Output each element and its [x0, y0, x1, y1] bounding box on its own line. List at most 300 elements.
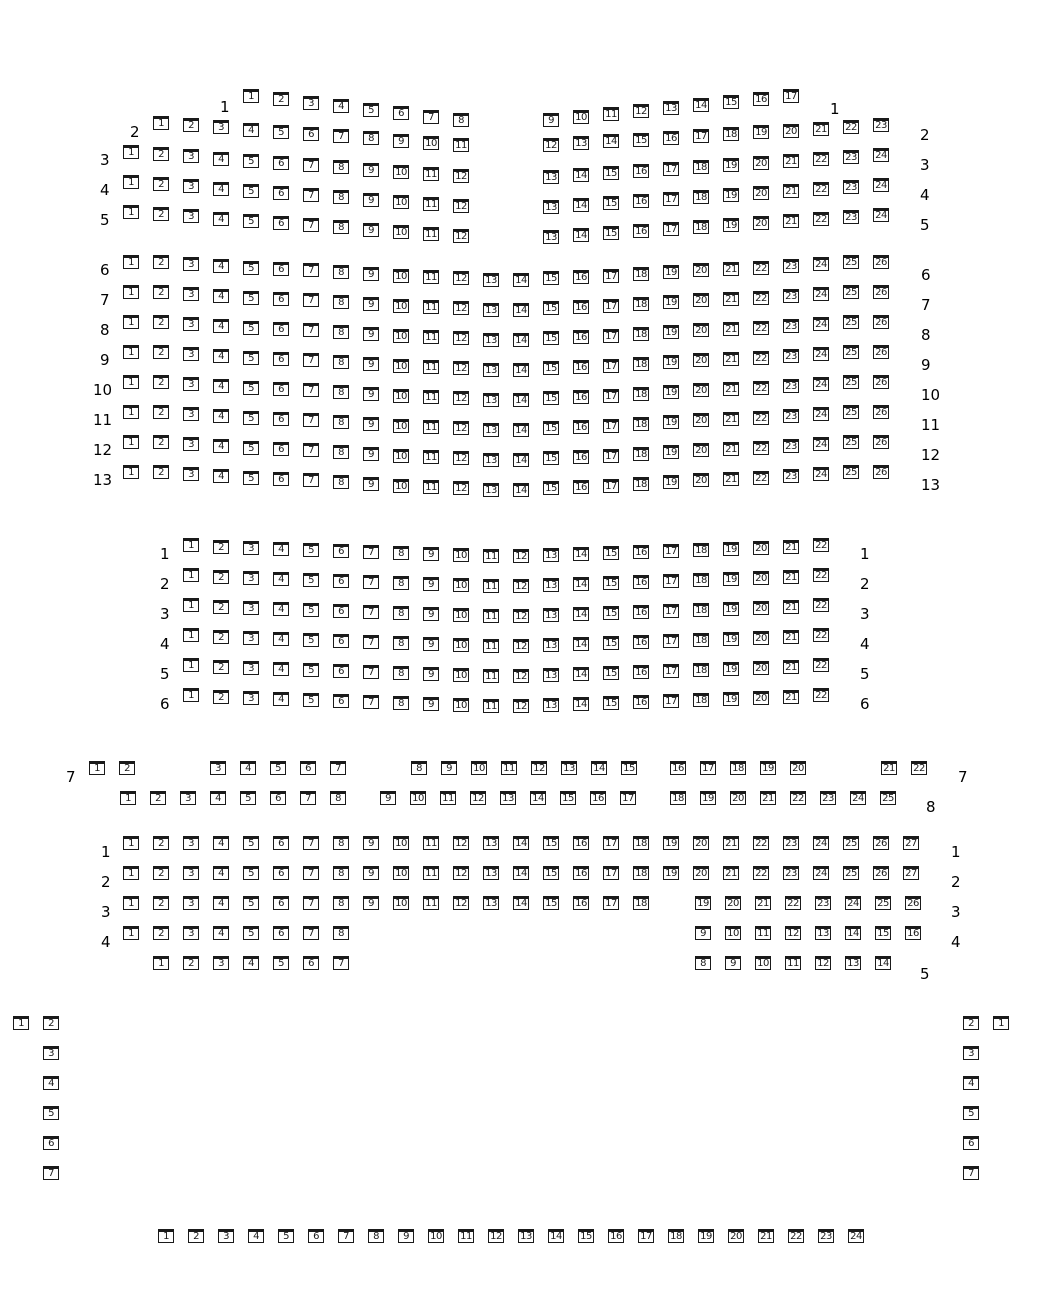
seat[interactable]: 10: [393, 836, 409, 850]
seat[interactable]: 25: [843, 345, 859, 359]
seat[interactable]: 22: [813, 658, 829, 672]
seat[interactable]: 17: [603, 419, 619, 433]
seat[interactable]: 8: [333, 475, 349, 489]
seat[interactable]: 21: [783, 214, 799, 228]
seat[interactable]: 16: [633, 545, 649, 559]
seat[interactable]: 21: [783, 154, 799, 168]
seat[interactable]: 3: [963, 1046, 979, 1060]
seat[interactable]: 18: [633, 477, 649, 491]
seat[interactable]: 16: [663, 131, 679, 145]
seat[interactable]: 10: [393, 419, 409, 433]
seat[interactable]: 3: [213, 120, 229, 134]
seat[interactable]: 9: [363, 447, 379, 461]
seat[interactable]: 1: [153, 956, 169, 970]
seat[interactable]: 4: [273, 602, 289, 616]
seat[interactable]: 8: [393, 606, 409, 620]
seat[interactable]: 9: [363, 163, 379, 177]
seat[interactable]: 11: [423, 300, 439, 314]
seat[interactable]: 13: [815, 926, 831, 940]
seat[interactable]: 2: [153, 255, 169, 269]
seat[interactable]: 19: [723, 662, 739, 676]
seat[interactable]: 18: [633, 447, 649, 461]
seat[interactable]: 2: [153, 836, 169, 850]
seat[interactable]: 15: [603, 546, 619, 560]
seat[interactable]: 16: [573, 330, 589, 344]
seat[interactable]: 20: [693, 383, 709, 397]
seat[interactable]: 3: [303, 96, 319, 110]
seat[interactable]: 8: [333, 896, 349, 910]
seat[interactable]: 19: [695, 896, 711, 910]
seat[interactable]: 21: [723, 292, 739, 306]
seat[interactable]: 27: [903, 866, 919, 880]
seat[interactable]: 17: [603, 896, 619, 910]
seat[interactable]: 21: [783, 660, 799, 674]
seat[interactable]: 9: [423, 637, 439, 651]
seat[interactable]: 6: [333, 634, 349, 648]
seat[interactable]: 16: [633, 605, 649, 619]
seat[interactable]: 24: [813, 407, 829, 421]
seat[interactable]: 11: [483, 699, 499, 713]
seat[interactable]: 18: [693, 663, 709, 677]
seat[interactable]: 5: [270, 761, 286, 775]
seat[interactable]: 20: [753, 541, 769, 555]
seat[interactable]: 7: [303, 383, 319, 397]
seat[interactable]: 12: [453, 331, 469, 345]
seat[interactable]: 11: [423, 866, 439, 880]
seat[interactable]: 9: [695, 926, 711, 940]
seat[interactable]: 10: [393, 165, 409, 179]
seat[interactable]: 6: [308, 1229, 324, 1243]
seat[interactable]: 15: [560, 791, 576, 805]
seat[interactable]: 15: [543, 896, 559, 910]
seat[interactable]: 10: [393, 329, 409, 343]
seat[interactable]: 21: [723, 352, 739, 366]
seat[interactable]: 19: [723, 218, 739, 232]
seat[interactable]: 15: [621, 761, 637, 775]
seat[interactable]: 14: [573, 168, 589, 182]
seat[interactable]: 12: [470, 791, 486, 805]
seat[interactable]: 8: [333, 265, 349, 279]
seat[interactable]: 17: [663, 544, 679, 558]
seat[interactable]: 25: [843, 866, 859, 880]
seat[interactable]: 21: [723, 866, 739, 880]
seat[interactable]: 18: [668, 1229, 684, 1243]
seat[interactable]: 21: [783, 570, 799, 584]
seat[interactable]: 4: [210, 791, 226, 805]
seat[interactable]: 7: [330, 761, 346, 775]
seat[interactable]: 23: [783, 439, 799, 453]
seat[interactable]: 20: [693, 836, 709, 850]
seat[interactable]: 22: [753, 261, 769, 275]
seat[interactable]: 10: [393, 359, 409, 373]
seat[interactable]: 8: [393, 696, 409, 710]
seat[interactable]: 19: [663, 475, 679, 489]
seat[interactable]: 12: [453, 169, 469, 183]
seat[interactable]: 24: [813, 257, 829, 271]
seat[interactable]: 4: [273, 572, 289, 586]
seat[interactable]: 5: [243, 926, 259, 940]
seat[interactable]: 12: [488, 1229, 504, 1243]
seat[interactable]: 15: [543, 301, 559, 315]
seat[interactable]: 15: [603, 166, 619, 180]
seat[interactable]: 13: [543, 200, 559, 214]
seat[interactable]: 21: [723, 442, 739, 456]
seat[interactable]: 5: [243, 291, 259, 305]
seat[interactable]: 6: [333, 544, 349, 558]
seat[interactable]: 8: [333, 190, 349, 204]
seat[interactable]: 1: [993, 1016, 1009, 1030]
seat[interactable]: 13: [543, 608, 559, 622]
seat[interactable]: 6: [273, 472, 289, 486]
seat[interactable]: 7: [363, 545, 379, 559]
seat[interactable]: 12: [453, 199, 469, 213]
seat[interactable]: 18: [670, 791, 686, 805]
seat[interactable]: 3: [183, 377, 199, 391]
seat[interactable]: 15: [543, 331, 559, 345]
seat[interactable]: 1: [183, 658, 199, 672]
seat[interactable]: 5: [243, 214, 259, 228]
seat[interactable]: 4: [213, 926, 229, 940]
seat[interactable]: 22: [753, 866, 769, 880]
seat[interactable]: 26: [873, 836, 889, 850]
seat[interactable]: 20: [790, 761, 806, 775]
seat[interactable]: 22: [788, 1229, 804, 1243]
seat[interactable]: 2: [119, 761, 135, 775]
seat[interactable]: 22: [911, 761, 927, 775]
seat[interactable]: 19: [663, 325, 679, 339]
seat[interactable]: 25: [843, 255, 859, 269]
seat[interactable]: 16: [633, 665, 649, 679]
seat[interactable]: 16: [573, 896, 589, 910]
seat[interactable]: 24: [813, 866, 829, 880]
seat[interactable]: 13: [483, 393, 499, 407]
seat[interactable]: 16: [633, 224, 649, 238]
seat[interactable]: 4: [243, 956, 259, 970]
seat[interactable]: 22: [813, 568, 829, 582]
seat[interactable]: 10: [573, 110, 589, 124]
seat[interactable]: 26: [873, 866, 889, 880]
seat[interactable]: 6: [333, 664, 349, 678]
seat[interactable]: 8: [453, 113, 469, 127]
seat[interactable]: 6: [333, 574, 349, 588]
seat[interactable]: 4: [248, 1229, 264, 1243]
seat[interactable]: 15: [578, 1229, 594, 1243]
seat[interactable]: 7: [303, 443, 319, 457]
seat[interactable]: 18: [693, 573, 709, 587]
seat[interactable]: 6: [273, 382, 289, 396]
seat[interactable]: 11: [483, 579, 499, 593]
seat[interactable]: 13: [483, 333, 499, 347]
seat[interactable]: 6: [43, 1136, 59, 1150]
seat[interactable]: 18: [633, 387, 649, 401]
seat[interactable]: 5: [243, 381, 259, 395]
seat[interactable]: 13: [483, 896, 499, 910]
seat[interactable]: 20: [693, 413, 709, 427]
seat[interactable]: 7: [303, 836, 319, 850]
seat[interactable]: 15: [543, 361, 559, 375]
seat[interactable]: 16: [608, 1229, 624, 1243]
seat[interactable]: 10: [453, 608, 469, 622]
seat[interactable]: 9: [543, 113, 559, 127]
seat[interactable]: 13: [483, 836, 499, 850]
seat[interactable]: 14: [875, 956, 891, 970]
seat[interactable]: 3: [243, 601, 259, 615]
seat[interactable]: 11: [458, 1229, 474, 1243]
seat[interactable]: 1: [243, 89, 259, 103]
seat[interactable]: 5: [243, 471, 259, 485]
seat[interactable]: 16: [573, 420, 589, 434]
seat[interactable]: 23: [783, 469, 799, 483]
seat[interactable]: 11: [423, 270, 439, 284]
seat[interactable]: 4: [243, 123, 259, 137]
seat[interactable]: 22: [785, 896, 801, 910]
seat[interactable]: 3: [210, 761, 226, 775]
seat[interactable]: 11: [423, 420, 439, 434]
seat[interactable]: 1: [123, 896, 139, 910]
seat[interactable]: 6: [273, 292, 289, 306]
seat[interactable]: 6: [303, 127, 319, 141]
seat[interactable]: 2: [153, 345, 169, 359]
seat[interactable]: 18: [723, 127, 739, 141]
seat[interactable]: 2: [213, 600, 229, 614]
seat[interactable]: 8: [363, 131, 379, 145]
seat[interactable]: 7: [338, 1229, 354, 1243]
seat[interactable]: 23: [843, 210, 859, 224]
seat[interactable]: 1: [123, 145, 139, 159]
seat[interactable]: 7: [363, 575, 379, 589]
seat[interactable]: 19: [663, 295, 679, 309]
seat[interactable]: 5: [363, 103, 379, 117]
seat[interactable]: 13: [543, 578, 559, 592]
seat[interactable]: 10: [393, 225, 409, 239]
seat[interactable]: 10: [453, 578, 469, 592]
seat[interactable]: 3: [243, 691, 259, 705]
seat[interactable]: 19: [723, 692, 739, 706]
seat[interactable]: 5: [303, 603, 319, 617]
seat[interactable]: 12: [513, 639, 529, 653]
seat[interactable]: 1: [183, 688, 199, 702]
seat[interactable]: 22: [753, 351, 769, 365]
seat[interactable]: 10: [471, 761, 487, 775]
seat[interactable]: 19: [663, 445, 679, 459]
seat[interactable]: 19: [698, 1229, 714, 1243]
seat[interactable]: 5: [243, 351, 259, 365]
seat[interactable]: 14: [573, 228, 589, 242]
seat[interactable]: 8: [333, 385, 349, 399]
seat[interactable]: 25: [843, 405, 859, 419]
seat[interactable]: 16: [573, 270, 589, 284]
seat[interactable]: 8: [333, 295, 349, 309]
seat[interactable]: 1: [123, 345, 139, 359]
seat[interactable]: 17: [663, 222, 679, 236]
seat[interactable]: 5: [303, 633, 319, 647]
seat[interactable]: 10: [453, 638, 469, 652]
seat[interactable]: 22: [813, 538, 829, 552]
seat[interactable]: 23: [818, 1229, 834, 1243]
seat[interactable]: 16: [905, 926, 921, 940]
seat[interactable]: 10: [393, 866, 409, 880]
seat[interactable]: 18: [633, 327, 649, 341]
seat[interactable]: 5: [303, 693, 319, 707]
seat[interactable]: 15: [875, 926, 891, 940]
seat[interactable]: 19: [723, 632, 739, 646]
seat[interactable]: 13: [518, 1229, 534, 1243]
seat[interactable]: 20: [693, 323, 709, 337]
seat[interactable]: 9: [725, 956, 741, 970]
seat[interactable]: 6: [273, 866, 289, 880]
seat[interactable]: 12: [513, 669, 529, 683]
seat[interactable]: 17: [603, 359, 619, 373]
seat[interactable]: 2: [153, 896, 169, 910]
seat[interactable]: 23: [815, 896, 831, 910]
seat[interactable]: 9: [423, 547, 439, 561]
seat[interactable]: 12: [453, 421, 469, 435]
seat[interactable]: 20: [753, 601, 769, 615]
seat[interactable]: 9: [423, 697, 439, 711]
seat[interactable]: 2: [153, 285, 169, 299]
seat[interactable]: 19: [723, 158, 739, 172]
seat[interactable]: 12: [815, 956, 831, 970]
seat[interactable]: 24: [845, 896, 861, 910]
seat[interactable]: 15: [543, 391, 559, 405]
seat[interactable]: 26: [873, 255, 889, 269]
seat[interactable]: 22: [813, 688, 829, 702]
seat[interactable]: 14: [513, 423, 529, 437]
seat[interactable]: 21: [755, 896, 771, 910]
seat[interactable]: 18: [730, 761, 746, 775]
seat[interactable]: 12: [453, 896, 469, 910]
seat[interactable]: 4: [963, 1076, 979, 1090]
seat[interactable]: 3: [183, 317, 199, 331]
seat[interactable]: 13: [543, 698, 559, 712]
seat[interactable]: 17: [663, 574, 679, 588]
seat[interactable]: 3: [183, 407, 199, 421]
seat[interactable]: 12: [453, 271, 469, 285]
seat[interactable]: 4: [213, 836, 229, 850]
seat[interactable]: 6: [270, 791, 286, 805]
seat[interactable]: 1: [183, 538, 199, 552]
seat[interactable]: 8: [393, 576, 409, 590]
seat[interactable]: 9: [398, 1229, 414, 1243]
seat[interactable]: 14: [573, 697, 589, 711]
seat[interactable]: 11: [483, 639, 499, 653]
seat[interactable]: 2: [273, 92, 289, 106]
seat[interactable]: 5: [43, 1106, 59, 1120]
seat[interactable]: 15: [543, 271, 559, 285]
seat[interactable]: 14: [513, 273, 529, 287]
seat[interactable]: 22: [753, 321, 769, 335]
seat[interactable]: 5: [303, 663, 319, 677]
seat[interactable]: 12: [453, 361, 469, 375]
seat[interactable]: 1: [123, 465, 139, 479]
seat[interactable]: 12: [453, 229, 469, 243]
seat[interactable]: 18: [633, 267, 649, 281]
seat[interactable]: 15: [543, 451, 559, 465]
seat[interactable]: 9: [363, 357, 379, 371]
seat[interactable]: 8: [333, 866, 349, 880]
seat[interactable]: 12: [513, 699, 529, 713]
seat[interactable]: 18: [693, 160, 709, 174]
seat[interactable]: 9: [363, 896, 379, 910]
seat[interactable]: 2: [153, 465, 169, 479]
seat[interactable]: 24: [813, 836, 829, 850]
seat[interactable]: 3: [243, 541, 259, 555]
seat[interactable]: 4: [240, 761, 256, 775]
seat[interactable]: 22: [753, 291, 769, 305]
seat[interactable]: 24: [848, 1229, 864, 1243]
seat[interactable]: 23: [783, 866, 799, 880]
seat[interactable]: 12: [633, 104, 649, 118]
seat[interactable]: 3: [180, 791, 196, 805]
seat[interactable]: 10: [428, 1229, 444, 1243]
seat[interactable]: 19: [723, 602, 739, 616]
seat[interactable]: 22: [753, 836, 769, 850]
seat[interactable]: 7: [303, 293, 319, 307]
seat[interactable]: 10: [393, 479, 409, 493]
seat[interactable]: 8: [333, 160, 349, 174]
seat[interactable]: 25: [843, 375, 859, 389]
seat[interactable]: 21: [813, 122, 829, 136]
seat[interactable]: 1: [120, 791, 136, 805]
seat[interactable]: 15: [543, 866, 559, 880]
seat[interactable]: 5: [243, 896, 259, 910]
seat[interactable]: 14: [573, 547, 589, 561]
seat[interactable]: 4: [273, 542, 289, 556]
seat[interactable]: 14: [530, 791, 546, 805]
seat[interactable]: 13: [543, 230, 559, 244]
seat[interactable]: 20: [693, 263, 709, 277]
seat[interactable]: 26: [873, 315, 889, 329]
seat[interactable]: 13: [483, 453, 499, 467]
seat[interactable]: 2: [153, 375, 169, 389]
seat[interactable]: 16: [573, 360, 589, 374]
seat[interactable]: 20: [753, 186, 769, 200]
seat[interactable]: 3: [183, 209, 199, 223]
seat[interactable]: 1: [123, 285, 139, 299]
seat[interactable]: 19: [723, 188, 739, 202]
seat[interactable]: 17: [693, 129, 709, 143]
seat[interactable]: 4: [213, 409, 229, 423]
seat[interactable]: 5: [243, 441, 259, 455]
seat[interactable]: 25: [843, 315, 859, 329]
seat[interactable]: 20: [693, 293, 709, 307]
seat[interactable]: 20: [728, 1229, 744, 1243]
seat[interactable]: 23: [783, 349, 799, 363]
seat[interactable]: 6: [273, 896, 289, 910]
seat[interactable]: 10: [393, 896, 409, 910]
seat[interactable]: 24: [813, 377, 829, 391]
seat[interactable]: 9: [441, 761, 457, 775]
seat[interactable]: 15: [543, 481, 559, 495]
seat[interactable]: 22: [753, 441, 769, 455]
seat[interactable]: 15: [633, 133, 649, 147]
seat[interactable]: 13: [543, 638, 559, 652]
seat[interactable]: 1: [123, 866, 139, 880]
seat[interactable]: 5: [278, 1229, 294, 1243]
seat[interactable]: 6: [393, 106, 409, 120]
seat[interactable]: 16: [633, 164, 649, 178]
seat[interactable]: 9: [363, 417, 379, 431]
seat[interactable]: 13: [483, 866, 499, 880]
seat[interactable]: 19: [663, 385, 679, 399]
seat[interactable]: 11: [423, 360, 439, 374]
seat[interactable]: 9: [380, 791, 396, 805]
seat[interactable]: 9: [423, 607, 439, 621]
seat[interactable]: 27: [903, 836, 919, 850]
seat[interactable]: 4: [213, 212, 229, 226]
seat[interactable]: 18: [633, 836, 649, 850]
seat[interactable]: 13: [573, 136, 589, 150]
